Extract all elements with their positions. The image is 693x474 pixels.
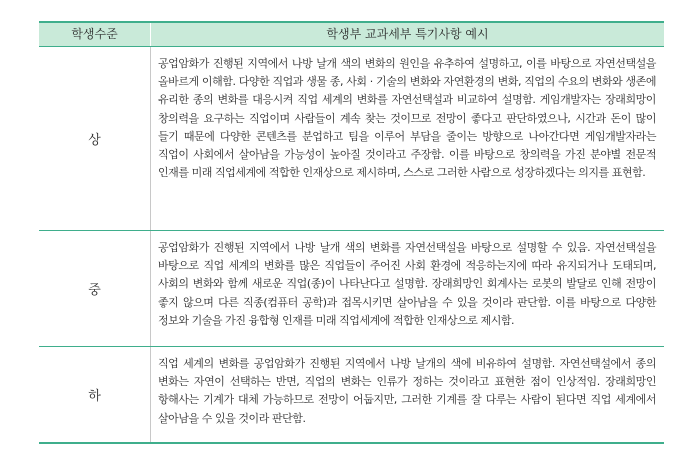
level-cell: 하 — [39, 347, 151, 442]
evaluation-table — [39, 21, 664, 444]
header-description: 학생부 교과세부 특기사항 예시 — [326, 27, 489, 41]
level-cell: 중 — [39, 231, 151, 346]
level-cell: 상 — [39, 47, 151, 230]
table-row-middle — [39, 230, 664, 346]
description-cell: 공업암화가 진행된 지역에서 나방 날개 색의 변화를 자연선택설을 바탕으로 설명할 수 있음. 자연선택설을 바탕으로 직업 세계의 변화를 많은 직업들이 주어진 사회 환경에 적응하는지에 따라 유지되거나 도태되며, 사회의 변화와 함께 새로운 직업(종)이 나타난다고 설명함. 장래희망인 회계사는 로봇의 발달로 인해 전망이 좋지 않으며 다른 직종(컴퓨터 공학)과 접목시키면 살아남을 수 있을 것이라 판단함. 이를 바탕으로 다양한 정보와 기술을 가진 융합형 인재를 미래 직업세계에 적합한 인재상으로 제시함. — [158, 241, 656, 327]
table-row-high — [39, 47, 664, 230]
description-cell: 직업 세계의 변화를 공업암화가 진행된 지역에서 나방 날개의 색에 비유하여 설명함. 자연선택설에서 종의 변화는 자연이 선택하는 반면, 직업의 변화는 인류가 정하는 것이라고 표현한 점이 인상적임. 장래희망인 항해사는 기계가 대체 가능하므로 전망이 어둡지만, 그러한 기계를 잘 다루는 사람이 된다면 직업 세계에서 살아남을 수 있을 것이라 판단함. — [158, 357, 656, 425]
description-cell: 공업암화가 진행된 지역에서 나방 날개 색의 변화의 원인을 유추하여 설명하고, 이를 바탕으로 자연선택설을 올바르게 이해함. 다양한 직업과 생물 종, 사회 · 기술의 변화와 자연환경의 변화, 직업의 수요의 변화와 생존에 유리한 종의 변화를 대응시켜 직업 세계의 변화를 자연선택설과 비교하여 설명함. 게임개발자는 장래희망이 창의력을 요구하는 직업이며 사람들이 계속 찾는 것이므로 전망이 좋다고 판단하였으나, 시간과 돈이 많이 들기 때문에 다양한 콘텐츠를 분업하고 팀을 이루어 부담을 줄이는 방향으로 나아간다면 게임개발자라는 직업이 사회에서 살아남을 가능성이 높아질 것이라고 주장함. 이를 바탕으로 창의력을 가진 분야별 전문적 인재를 미래 직업세계에 적합한 인재상으로 제시하며, 스스로 그러한 사람으로 성장하겠다는 의지를 표현함. — [158, 57, 656, 180]
table-row-low — [39, 346, 664, 442]
table-header — [39, 21, 664, 47]
header-level: 학생수준 — [39, 23, 151, 46]
